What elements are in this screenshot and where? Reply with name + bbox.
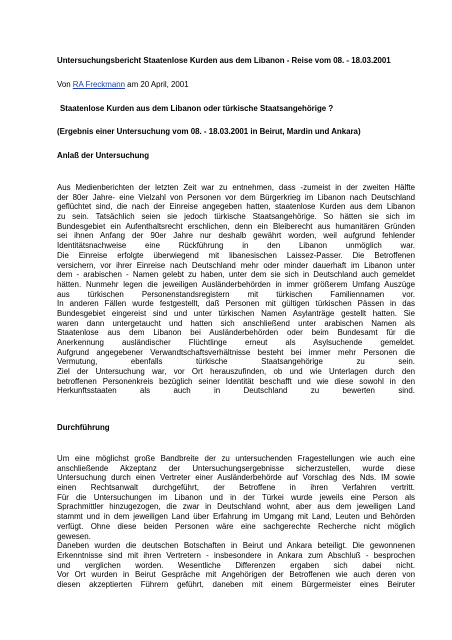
text-line: Herkunftsstaaten als auch in Deutschland zu bewerten sind. — [57, 386, 415, 396]
text-line: anschließende Akzeptanz der Untersuchungsergebnisse sicherzustellen, wurde diese — [57, 463, 415, 473]
section-heading-anlass: Anlaß der Untersuchung — [57, 151, 150, 160]
text-line: waren dann untergetaucht und hatten sich anschließend unter arabischen Namen als — [57, 318, 415, 328]
text-line: Erkenntnisse sind mit ihren Vertretern - insbesondere in Ankara zum Abschluß - besprochen — [57, 550, 415, 560]
text-line: der 80er Jahre- eine Vielzahl von Personen vor dem Bürgerkrieg im Libanon nach Deutschland — [57, 192, 415, 202]
text-line: einen Rechtsanwalt durchgeführt, der Betroffene in ihren Verfahren vertritt. — [57, 483, 415, 493]
text-line: versichern, vor ihrer Einreise nach Deutschland mehr oder minder dauerhaft im Libanon unter — [57, 260, 415, 270]
text-line: aus türkischen Personenstandsregistern mit türkischen Familiennamen vor. — [57, 289, 415, 299]
document-title: Untersuchungsbericht Staatenlose Kurden aus dem Libanon - Reise vom 08. - 18.03.2001 — [57, 56, 391, 65]
text-line: sei ihnen Anfang der 90er Jahre nur deshalb gewährt worden, weil aufgrund fehlender — [57, 231, 415, 241]
text-line: Aus Medienberichten der letzten Zeit war zu entnehmen, dass -zumeist in der zweiten Hälfte — [57, 183, 415, 192]
text-line: Untersuchung durch einen Vertreter einer Ausländerbehörde auf Vorschlag des Nds. IM sowie — [57, 473, 415, 483]
text-line: Bundesgebiet ein Aufenthaltsrecht erschlichen, denn ein Bleiberecht aus humanitären Gründen — [57, 221, 415, 231]
byline-prefix: Von — [57, 80, 73, 89]
text-line: Vor Ort wurden in Beirut Gespräche mit Angehörigen der Betroffenen wie auch deren von — [57, 570, 415, 580]
text-line: und verglichen worden. Wesentliche Differenzen ergaben sich dabei nicht. — [57, 560, 415, 570]
subtitle: Staatenlose Kurden aus dem Libanon oder türkische Staatsangehörige ? — [60, 104, 334, 113]
text-line: Für die Untersuchungen im Libanon und in der Türkei wurde jeweils eine Person als — [57, 492, 415, 502]
text-line: geflüchtet sind, die nach der Einreise angegeben hatten, staatenlose Kurden aus dem Libanon — [57, 202, 415, 212]
byline — [57, 80, 189, 90]
text-line: dem - arabischen - Namen gelebt zu haben, unter dem sie sich in Deutschland auch gemeldet — [57, 270, 415, 280]
text-line: Staatenlose aus dem Libanon bei Ausländerbehörden oder beim Bundesamt für die — [57, 328, 415, 338]
text-line: stammt und in dem jeweiligen Land über Erfahrung im Umgang mit Land, Leuten und Behörden — [57, 512, 415, 522]
text-line: Vermutung, ebenfalls türkische Staatsangehörige zu sein. — [57, 357, 415, 367]
text-line: betroffenen Personenkreis bezüglich seiner Identität beschafft und wie diese sowohl in den — [57, 376, 415, 386]
text-line: Daneben wurden die deutschen Botschaften in Beirut und Ankara beteiligt. Die gewonnenen — [57, 541, 415, 551]
author-link[interactable]: RA Freckmann — [72, 80, 125, 89]
text-line: Aufgrund angegebener Verwandtschaftsverhältnisse besteht bei immer mehr Personen die — [57, 347, 415, 357]
text-line: Identitätsnachweise eine Rückführung in den Libanon unmöglich war. — [57, 241, 415, 251]
byline-suffix: am 20 April, 2001 — [124, 80, 189, 89]
text-line: Anerkennung ausländischer Flüchtlinge erneut als Asylsuchende gemeldet. — [57, 338, 415, 347]
text-line: zu sein. Tatsächlich seien sie jedoch türkische Staatsangehörige. So hätten sie sich im — [57, 212, 415, 222]
text-line: Bundesgebiet eingereist sind und unter türkischen Namen Asylanträge gestellt hatten. Sie — [57, 308, 415, 318]
text-line: In anderen Fällen wurde festgestellt, daß Personen mit gültigen türkischen Pässen in das — [57, 299, 415, 309]
text-line: Um eine möglichst große Bandbreite der zu untersuchenden Fragestellungen wie auch eine — [57, 454, 415, 463]
text-line: Die Einreise erfolgte überwiegend mit libanesischen Laissez-Passer. Die Betroffenen — [57, 250, 415, 260]
text-line: Ziel der Untersuchung war, vor Ort herauszufinden, ob und wie Unterlagen durch den — [57, 367, 415, 377]
text-line: verfügt. Ohne diese beiden Personen wäre eine sachgerechte Recherche nicht möglich — [57, 521, 415, 531]
paragraph-durchfuehrung — [57, 454, 415, 590]
section-heading-durchfuehrung: Durchführung — [57, 423, 110, 432]
text-line: Sprachmittler hinzugezogen, die zwar in Deutschland wohnt, aber aus dem jeweiligen Land — [57, 502, 415, 512]
paragraph-anlass — [57, 183, 415, 396]
text-line: diesen akzeptierten Führern geführt, daneben mit einem Bürgermeister eines Beiruter — [57, 579, 415, 589]
subtitle-note: (Ergebnis einer Untersuchung vom 08. - 18.03.2001 in Beirut, Mardin und Ankara) — [57, 127, 361, 136]
text-line: hätten. Nunmehr legen die jeweiligen Ausländerbehörden in immer größerem Umfang Auszüge — [57, 279, 415, 289]
text-line: gewesen. — [57, 531, 91, 541]
